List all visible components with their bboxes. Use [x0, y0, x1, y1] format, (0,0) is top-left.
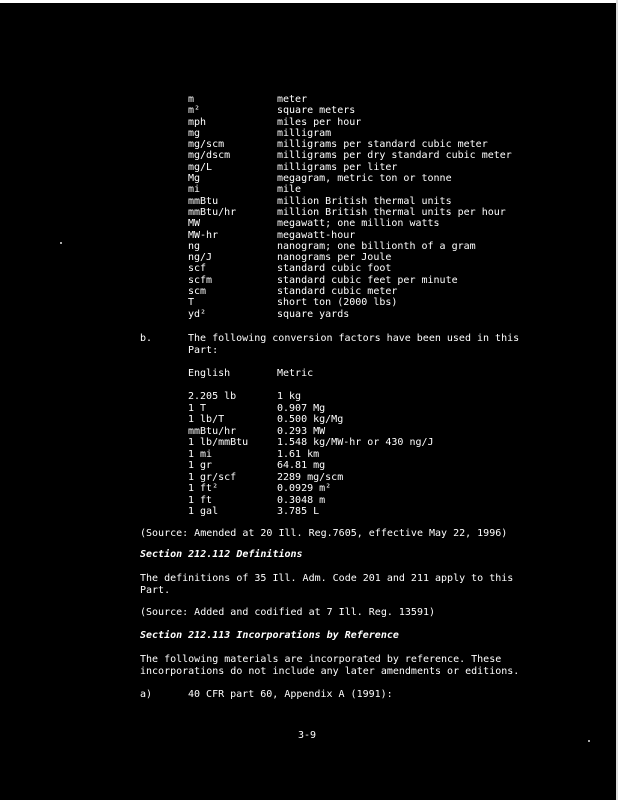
conversion-english: 2.205 lb	[188, 391, 237, 402]
conversion-metric: 0.907 Mg	[277, 402, 326, 414]
abbreviation-meaning: million British thermal units	[277, 195, 452, 207]
abbreviation-term: mg/dscm	[188, 150, 231, 162]
abbreviation-row	[188, 128, 548, 139]
abbreviation-meaning: milligrams per liter	[277, 161, 398, 173]
abbreviation-meaning: megagram, metric ton or tonne	[277, 173, 452, 185]
conversion-row	[188, 426, 548, 438]
abbreviation-meaning: standard cubic meter	[277, 286, 398, 298]
conversion-english: 1 gr	[188, 460, 213, 471]
conversion-table-header	[188, 368, 548, 380]
conversion-english: 1 ft²	[188, 483, 219, 494]
abbreviation-term: mg	[188, 127, 201, 139]
abbreviation-term: m²	[188, 105, 201, 117]
paragraph-b-label: b.	[140, 333, 153, 344]
section-212-112-body: The definitions of 35 Ill. Adm. Code 201 and 211 apply to this Part.	[140, 573, 514, 596]
conversion-row	[188, 495, 548, 507]
abbreviation-row	[188, 241, 548, 252]
header-english: English	[188, 368, 231, 379]
abbreviation-meaning: standard cubic feet per minute	[277, 274, 458, 286]
abbreviation-meaning: square yards	[277, 308, 350, 320]
abbreviation-term: MW-hr	[188, 229, 219, 241]
abbreviation-term: mg/scm	[188, 139, 225, 151]
abbreviation-meaning: miles per hour	[277, 116, 362, 128]
conversion-row	[188, 483, 548, 495]
conversion-english: 1 gr/scf	[188, 471, 237, 483]
conversion-row	[188, 472, 548, 484]
source-note-2: (Source: Added and codified at 7 Ill. Reg. 13591)	[140, 607, 436, 618]
section-212-113-heading: Section 212.113 Incorporations by Reference	[140, 630, 399, 641]
conversion-english: mmBtu/hr	[188, 425, 237, 437]
conversion-row	[188, 414, 548, 426]
page-top-border	[0, 0, 618, 3]
conversion-row	[188, 403, 548, 415]
abbreviation-term: ng/J	[188, 252, 213, 264]
abbreviation-term: scf	[188, 263, 207, 275]
abbreviation-term: mmBtu/hr	[188, 206, 237, 218]
conversion-row	[188, 449, 548, 461]
abbreviation-meaning: nanogram; one billionth of a gram	[277, 240, 476, 252]
section-212-113-body: The following materials are incorporated by reference. These incorporations do not include any later amendments or editions.	[140, 654, 520, 677]
abbreviation-term: mph	[188, 116, 207, 128]
abbreviation-row	[188, 139, 548, 150]
conversion-metric: 0.500 kg/Mg	[277, 414, 344, 425]
conversion-metric: 3.785 L	[277, 506, 320, 517]
abbreviation-row	[188, 162, 548, 173]
abbreviation-list	[188, 94, 548, 320]
conversion-row	[188, 437, 548, 449]
scan-speck	[588, 740, 590, 742]
abbreviation-meaning: standard cubic foot	[277, 263, 392, 275]
conversion-row	[188, 391, 548, 403]
abbreviation-meaning: million British thermal units per hour	[277, 206, 506, 218]
abbreviation-row	[188, 207, 548, 218]
abbreviation-row	[188, 218, 548, 229]
abbreviation-row	[188, 252, 548, 263]
abbreviation-meaning: nanograms per Joule	[277, 252, 392, 264]
item-a-text: 40 CFR part 60, Appendix A (1991):	[188, 689, 393, 700]
abbreviation-row	[188, 117, 548, 128]
conversion-metric: 1 kg	[277, 391, 302, 402]
conversion-metric: 64.81 mg	[277, 460, 326, 471]
conversion-metric: 1.548 kg/MW-hr or 430 ng/J	[277, 437, 434, 448]
conversion-english: 1 gal	[188, 506, 219, 517]
abbreviation-term: scm	[188, 286, 207, 298]
conversion-english: 1 lb/T	[188, 414, 225, 425]
abbreviation-row	[188, 184, 548, 195]
abbreviation-meaning: milligram	[277, 127, 332, 139]
abbreviation-row	[188, 230, 548, 241]
abbreviation-meaning: megawatt; one million watts	[277, 218, 440, 230]
abbreviation-row	[188, 297, 548, 308]
abbreviation-row	[188, 196, 548, 207]
abbreviation-term: mmBtu	[188, 195, 219, 207]
abbreviation-meaning: milligrams per dry standard cubic meter	[277, 150, 512, 162]
paragraph-b-text: The following conversion factors have been used in this Part:	[188, 333, 520, 356]
abbreviation-row	[188, 94, 548, 105]
abbreviation-meaning: mile	[277, 184, 302, 196]
conversion-english: 1 mi	[188, 448, 213, 460]
abbreviation-meaning: meter	[277, 94, 308, 105]
abbreviation-term: m	[188, 94, 195, 105]
abbreviation-term: MW	[188, 218, 201, 230]
source-note-1: (Source: Amended at 20 Ill. Reg.7605, effective May 22, 1996)	[140, 528, 508, 539]
paragraph-b	[140, 333, 540, 356]
abbreviation-term: ng	[188, 240, 201, 252]
item-a-label: a)	[140, 689, 153, 700]
abbreviation-row	[188, 286, 548, 297]
abbreviation-meaning: square meters	[277, 105, 356, 117]
conversion-english: 1 T	[188, 402, 207, 414]
page-number: 3-9	[298, 730, 317, 741]
abbreviation-term: scfm	[188, 274, 213, 286]
conversion-english: 1 ft	[188, 494, 213, 506]
conversion-metric: 0.3048 m	[277, 494, 326, 506]
conversion-row	[188, 460, 548, 472]
abbreviation-term: mg/L	[188, 161, 213, 173]
abbreviation-row	[188, 263, 548, 274]
abbreviation-row	[188, 275, 548, 286]
abbreviation-row	[188, 309, 548, 320]
abbreviation-term: yd²	[188, 308, 207, 320]
abbreviation-meaning: megawatt-hour	[277, 229, 356, 241]
conversion-row	[188, 506, 548, 518]
item-a	[140, 689, 540, 701]
scan-speck	[60, 242, 62, 244]
conversion-metric: 0.0929 m²	[277, 483, 332, 494]
abbreviation-row	[188, 105, 548, 116]
abbreviation-meaning: short ton (2000 lbs)	[277, 297, 398, 309]
abbreviation-term: mi	[188, 184, 201, 196]
conversion-metric: 0.293 MW	[277, 425, 326, 437]
abbreviation-row	[188, 150, 548, 161]
conversion-table	[188, 391, 548, 518]
abbreviation-term: T	[188, 297, 195, 309]
abbreviation-meaning: milligrams per standard cubic meter	[277, 139, 488, 151]
conversion-metric: 2289 mg/scm	[277, 471, 344, 483]
abbreviation-term: Mg	[188, 173, 201, 185]
section-212-112-heading: Section 212.112 Definitions	[140, 549, 303, 560]
conversion-english: 1 lb/mmBtu	[188, 437, 249, 448]
header-metric: Metric	[277, 368, 314, 379]
abbreviation-row	[188, 173, 548, 184]
conversion-metric: 1.61 km	[277, 448, 320, 460]
